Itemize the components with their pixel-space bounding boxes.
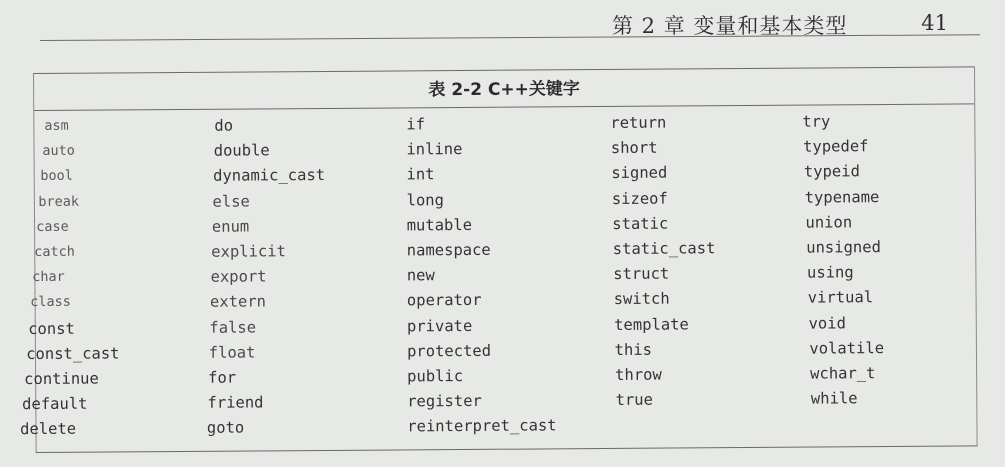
keyword-cell: explicit — [211, 242, 286, 261]
keyword-cell: dynamic_cast — [213, 166, 326, 186]
keyword-cell: protected — [406, 341, 492, 361]
keyword-cell: const — [28, 319, 75, 338]
keyword-cell: switch — [613, 289, 670, 309]
keyword-cell: volatile — [809, 338, 885, 358]
keyword-cell: catch — [34, 243, 75, 260]
keyword-cell: void — [808, 313, 846, 333]
keyword-grid — [20, 107, 976, 452]
keyword-cell: long — [406, 190, 444, 209]
keyword-cell: typename — [804, 187, 880, 207]
keyword-cell: friend — [207, 393, 264, 412]
keyword-cell: private — [406, 316, 473, 335]
keyword-cell: static_cast — [612, 239, 716, 258]
keyword-cell: int — [406, 165, 435, 184]
keyword-cell: virtual — [807, 288, 874, 307]
keyword-cell: const_cast — [26, 344, 120, 363]
keyword-cell: default — [22, 394, 88, 414]
keyword-cell: break — [38, 193, 79, 210]
keyword-cell: export — [210, 267, 267, 286]
keyword-cell: public — [407, 367, 464, 386]
keyword-cell: reinterpret_cast — [407, 416, 557, 436]
keyword-cell: if — [406, 115, 426, 134]
keyword-cell: mutable — [406, 215, 473, 235]
keyword-cell: return — [610, 113, 667, 132]
keyword-cell: false — [209, 318, 257, 337]
chapter-title: 第 2 章 变量和基本类型 — [612, 14, 848, 38]
keywords-table — [20, 66, 978, 453]
keyword-cell: wchar_t — [810, 364, 876, 383]
keyword-cell: throw — [615, 365, 662, 384]
page-number: 41 — [921, 11, 948, 35]
keyword-cell: while — [810, 389, 858, 408]
keyword-cell: bool — [40, 168, 73, 185]
keyword-cell: float — [208, 343, 256, 362]
keyword-cell: typeid — [803, 162, 860, 182]
keyword-cell: goto — [206, 418, 245, 438]
keyword-cell: typedef — [803, 137, 869, 156]
keyword-cell: extern — [209, 292, 267, 312]
keyword-cell: continue — [24, 369, 99, 389]
keyword-cell: enum — [211, 217, 250, 236]
keyword-cell: signed — [611, 163, 668, 183]
keyword-cell: sizeof — [611, 189, 668, 208]
keyword-cell: template — [614, 315, 689, 334]
keyword-cell: do — [214, 116, 234, 135]
keyword-cell: delete — [20, 420, 77, 439]
keyword-cell: unsigned — [806, 238, 881, 257]
keyword-cell: using — [806, 263, 854, 282]
keyword-cell: union — [805, 213, 853, 232]
keyword-cell: operator — [406, 291, 482, 310]
keyword-cell: this — [614, 340, 653, 359]
keyword-cell: char — [32, 268, 65, 286]
keyword-cell: else — [212, 192, 250, 211]
keyword-cell: try — [802, 112, 831, 131]
keyword-cell: case — [36, 218, 69, 235]
keyword-cell: true — [615, 390, 653, 410]
keyword-cell: struct — [613, 264, 670, 284]
keyword-cell: class — [30, 294, 71, 311]
table-caption: 表 2-2 C++关键字 — [428, 79, 580, 101]
keyword-cell: for — [208, 368, 237, 387]
keyword-cell: auto — [42, 142, 75, 160]
keyword-cell: double — [213, 141, 270, 160]
keyword-cell: inline — [406, 140, 463, 159]
keyword-cell: new — [406, 266, 435, 285]
keyword-cell: static — [612, 214, 669, 233]
keyword-cell: namespace — [406, 240, 491, 260]
keyword-cell: asm — [44, 117, 69, 134]
keyword-cell: short — [610, 138, 658, 158]
keyword-cell: register — [407, 392, 482, 411]
